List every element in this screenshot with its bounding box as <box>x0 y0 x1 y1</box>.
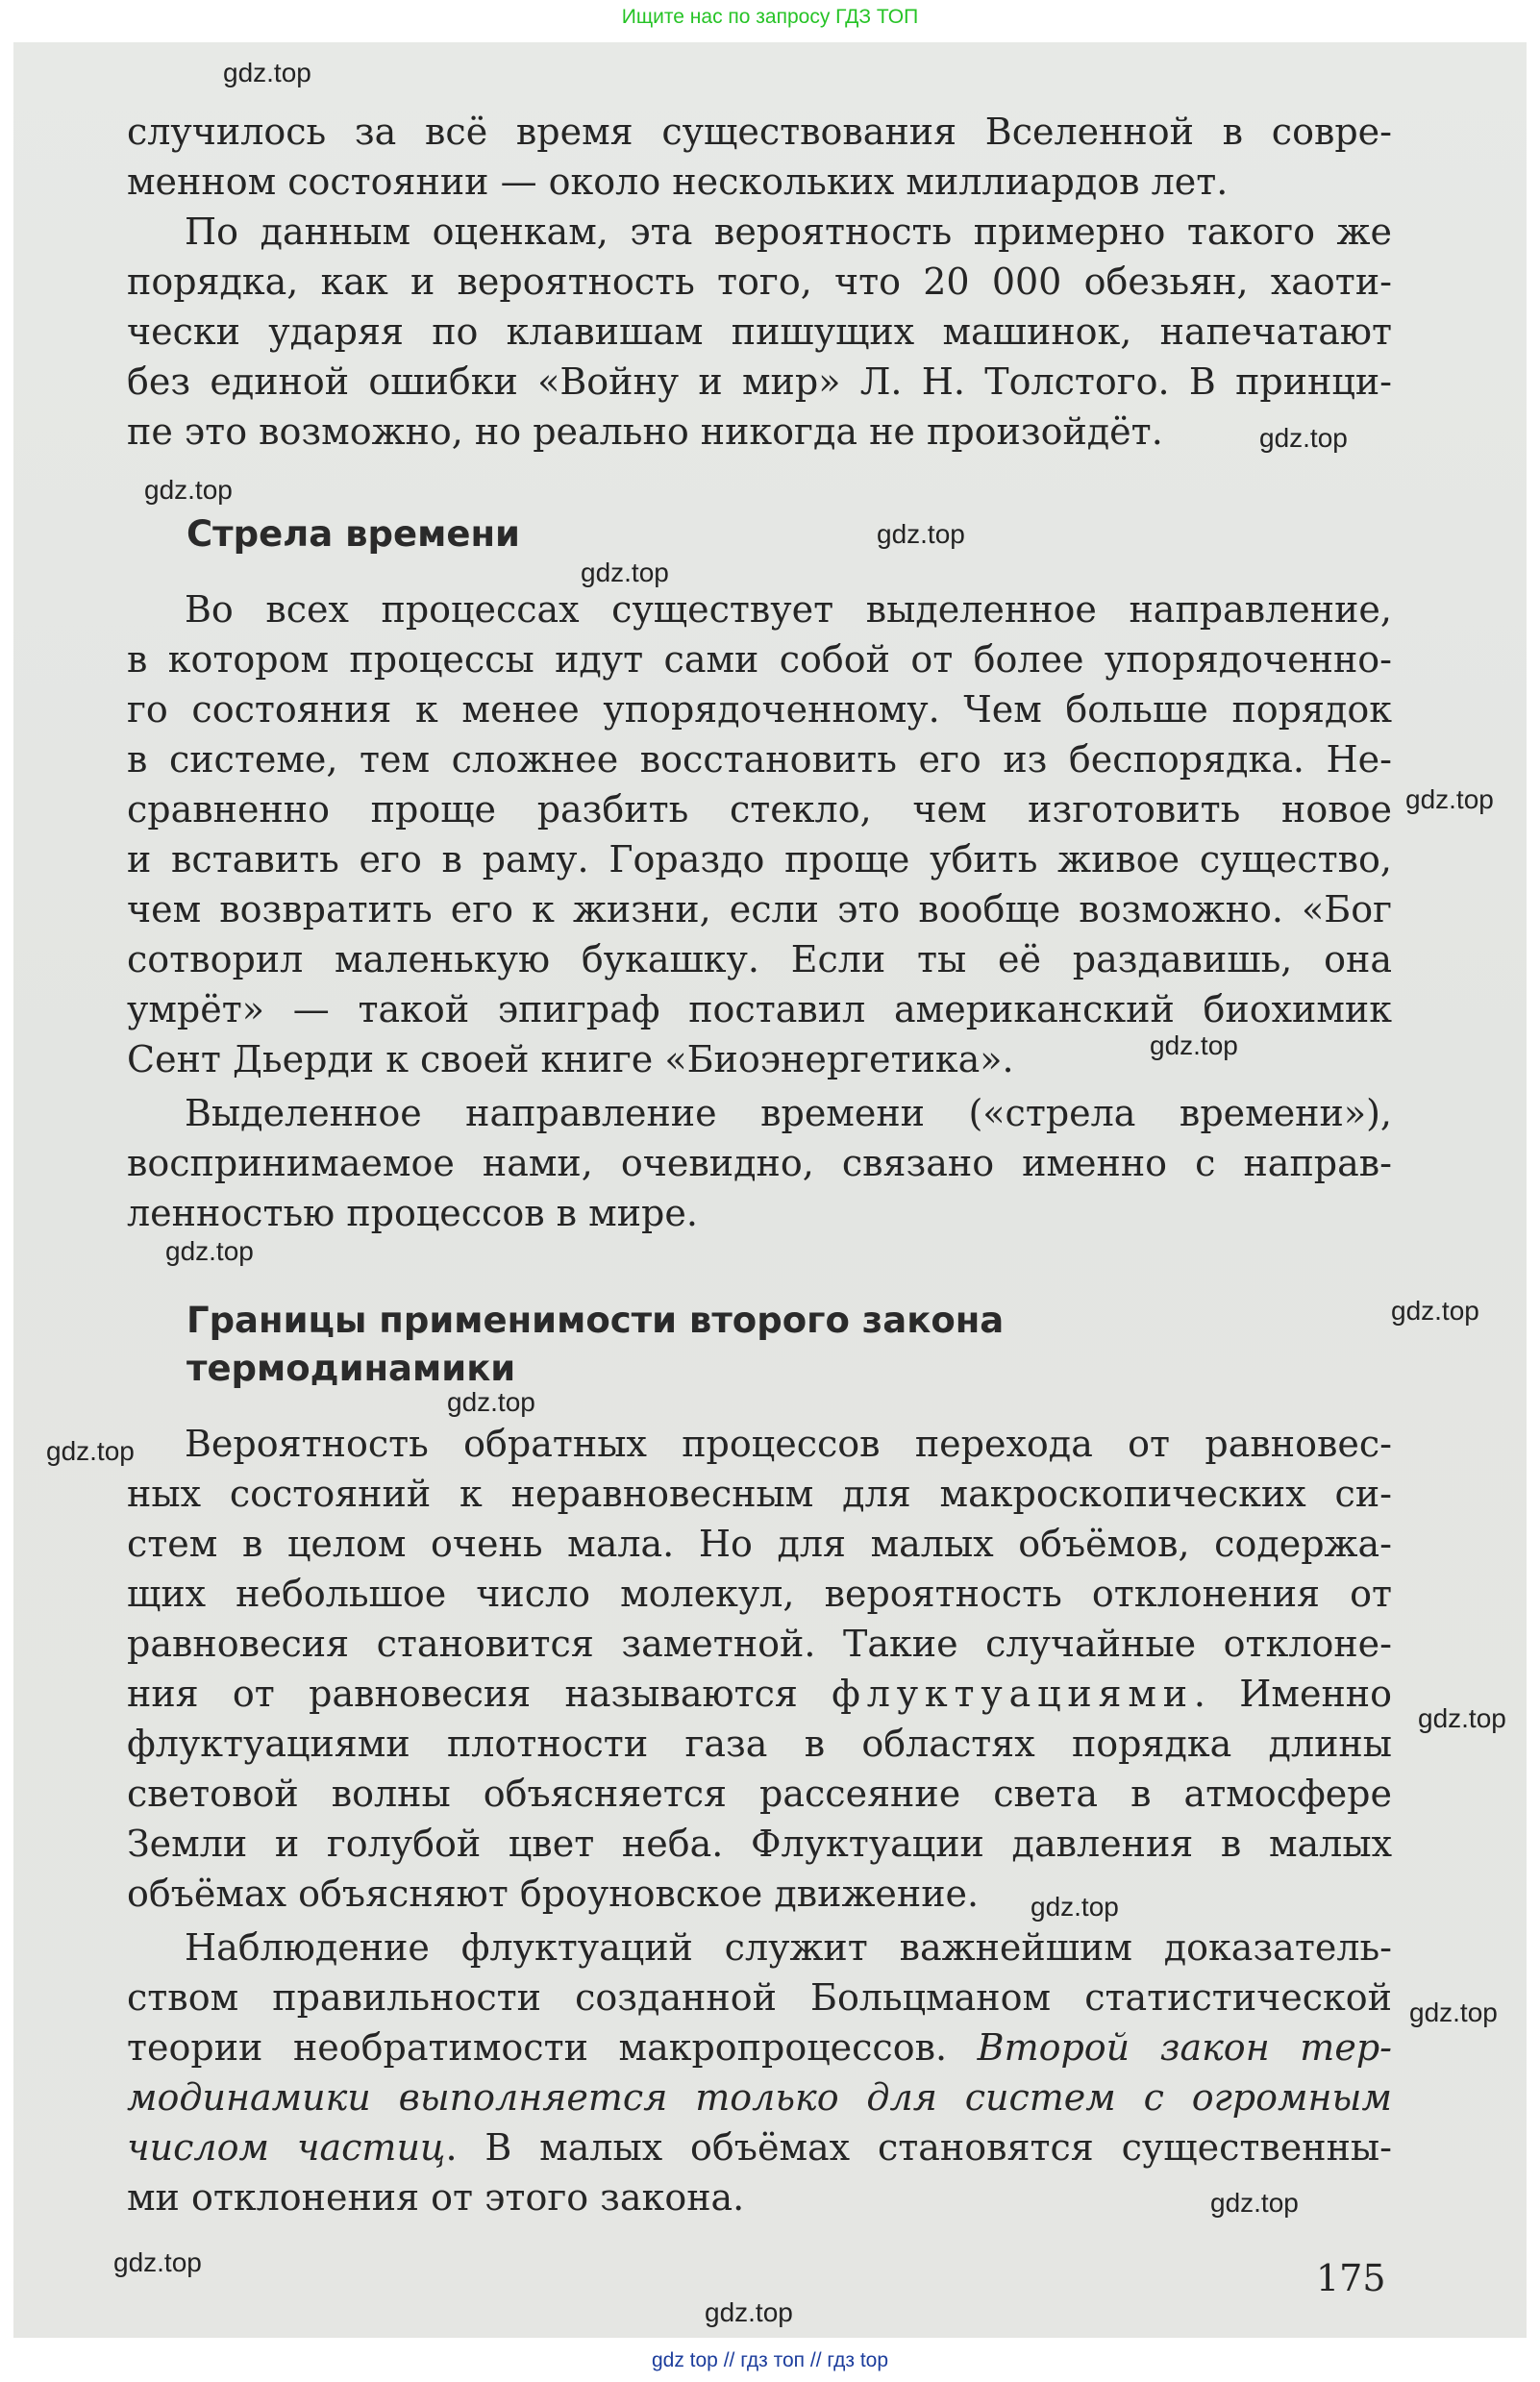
section-heading-limits-line-2: термодинамики <box>186 1348 516 1389</box>
paragraph-5-line-7: флуктуациями плотности газа в областях порядка длины <box>127 1723 1392 1765</box>
paragraph-5-line-2: ных состояний к неравновесным для макроскопических си- <box>127 1473 1392 1515</box>
paragraph-5-line-5: равновесия становится заметной. Такие случайные отклоне- <box>127 1623 1392 1665</box>
paragraph-4-line-1: Выделенное направление времени («стрела времени»), <box>185 1092 1392 1134</box>
watermark[interactable]: gdz.top <box>1391 1296 1479 1326</box>
watermark[interactable]: gdz.top <box>447 1387 535 1417</box>
watermark[interactable]: gdz.top <box>1405 784 1494 814</box>
paragraph-5-line-9: Земли и голубой цвет неба. Флуктуации давления в малых <box>127 1823 1392 1865</box>
paragraph-6-line-6: ми отклонения от этого закона. <box>127 2176 745 2219</box>
paragraph-3-line-4: в системе, тем сложнее восстановить его из беспорядка. Не- <box>127 738 1392 781</box>
paragraph-2-line-5: пе это возможно, но реально никогда не произойдёт. <box>127 410 1163 453</box>
paragraph-3-line-9: умрёт» — такой эпиграф поставил американский биохимик <box>127 988 1392 1030</box>
paragraph-3-line-8: сотворил маленькую букашку. Если ты её раздавишь, она <box>127 938 1392 980</box>
paragraph-3-line-7: чем возвратить его к жизни, если это вообще возможно. «Бог <box>127 888 1392 930</box>
watermark[interactable]: gdz.top <box>113 2247 202 2277</box>
term-fluctuations: флуктуациями <box>832 1673 1194 1715</box>
watermark[interactable]: gdz.top <box>1409 1997 1498 2027</box>
paragraph-3-line-3: го состояния к менее упорядоченному. Чем больше порядок <box>127 688 1392 731</box>
paragraph-5-line-10: объёмах объясняют броуновское движение. <box>127 1873 980 1915</box>
paragraph-6-line-3-regular: теории необратимости макропроцессов. <box>127 2026 978 2069</box>
paragraph-4-line-2: воспринимаемое нами, очевидно, связано именно с направ- <box>127 1142 1392 1184</box>
paragraph-3-line-6: и вставить его в раму. Гораздо проще убить живое существо, <box>127 838 1392 881</box>
paragraph-5-line-8: световой волны объясняется рассеяние света в атмосфере <box>127 1773 1392 1815</box>
paragraph-1-line-1: случилось за всё время существования Вселенной в совре- <box>127 111 1392 153</box>
paragraph-5-line-1: Вероятность обратных процессов перехода от равновес- <box>185 1423 1392 1465</box>
top-banner[interactable]: Ищите нас по запросу ГДЗ ТОП <box>621 6 919 28</box>
watermark[interactable]: gdz.top <box>877 519 965 549</box>
paragraph-6-line-5-regular: . В малых объёмах становятся существенны- <box>445 2126 1392 2169</box>
paragraph-6-line-4: модинамики выполняется только для систем с огромным <box>127 2076 1392 2119</box>
paragraph-2-line-3: чески ударяя по клавишам пишущих машинок, напечатают <box>127 310 1392 353</box>
paragraph-5-line-6-start: ния от равновесия называются <box>127 1673 832 1715</box>
watermark[interactable]: gdz.top <box>1031 1892 1119 1922</box>
paragraph-5-line-3: стем в целом очень мала. Но для малых объёмов, содержа- <box>127 1523 1392 1565</box>
paragraph-3-line-1: Во всех процессах существует выделенное направление, <box>185 588 1392 631</box>
paragraph-6-line-3-italic: Второй закон тер- <box>977 2026 1392 2069</box>
watermark[interactable]: gdz.top <box>165 1236 254 1266</box>
section-heading-arrow-of-time: Стрела времени <box>186 513 520 555</box>
watermark[interactable]: gdz.top <box>1150 1030 1238 1060</box>
paragraph-1-line-2: менном состоянии — около нескольких миллиардов лет. <box>127 161 1229 203</box>
watermark[interactable]: gdz.top <box>46 1436 135 1466</box>
paragraph-2-line-2: порядка, как и вероятность того, что 20 000 обезьян, хаоти- <box>127 261 1392 303</box>
page-number: 175 <box>1316 2257 1386 2299</box>
paragraph-3-line-10: Сент Дьерди к своей книге «Биоэнергетика». <box>127 1038 1014 1080</box>
paragraph-6-line-1: Наблюдение флуктуаций служит важнейшим доказатель- <box>185 1926 1392 1969</box>
paragraph-5-line-6-end: . Именно <box>1193 1673 1393 1715</box>
paragraph-5-line-4: щих небольшое число молекул, вероятность отклонения от <box>127 1573 1392 1615</box>
paragraph-6-line-2: ством правильности созданной Больцманом статистической <box>127 1976 1392 2019</box>
watermark[interactable]: gdz.top <box>1210 2188 1299 2218</box>
watermark[interactable]: gdz.top <box>705 2297 793 2327</box>
paragraph-3-line-2: в котором процессы идут сами собой от более упорядоченно- <box>127 638 1392 681</box>
bottom-banner[interactable]: gdz top // гдз топ // гдз top <box>651 2349 889 2371</box>
watermark[interactable]: gdz.top <box>1418 1703 1506 1733</box>
paragraph-6-line-5-italic: числом частиц <box>127 2126 446 2169</box>
paragraph-2-line-4: без единой ошибки «Войну и мир» Л. Н. Толстого. В принци- <box>127 360 1392 403</box>
watermark[interactable]: gdz.top <box>223 58 311 87</box>
watermark[interactable]: gdz.top <box>581 558 669 587</box>
paragraph-4-line-3: ленностью процессов в мире. <box>127 1192 698 1234</box>
section-heading-limits-line-1: Границы применимости второго закона <box>186 1300 1005 1341</box>
paragraph-6-line-3 <box>127 2022 1392 2072</box>
watermark[interactable]: gdz.top <box>1259 423 1348 453</box>
paragraph-5-line-6 <box>127 1669 1392 1719</box>
paragraph-6-line-5 <box>127 2122 1392 2172</box>
paragraph-3-line-5: сравненно проще разбить стекло, чем изготовить новое <box>127 788 1392 831</box>
paragraph-2-line-1: По данным оценкам, эта вероятность примерно такого же <box>185 211 1392 253</box>
watermark[interactable]: gdz.top <box>144 475 233 505</box>
